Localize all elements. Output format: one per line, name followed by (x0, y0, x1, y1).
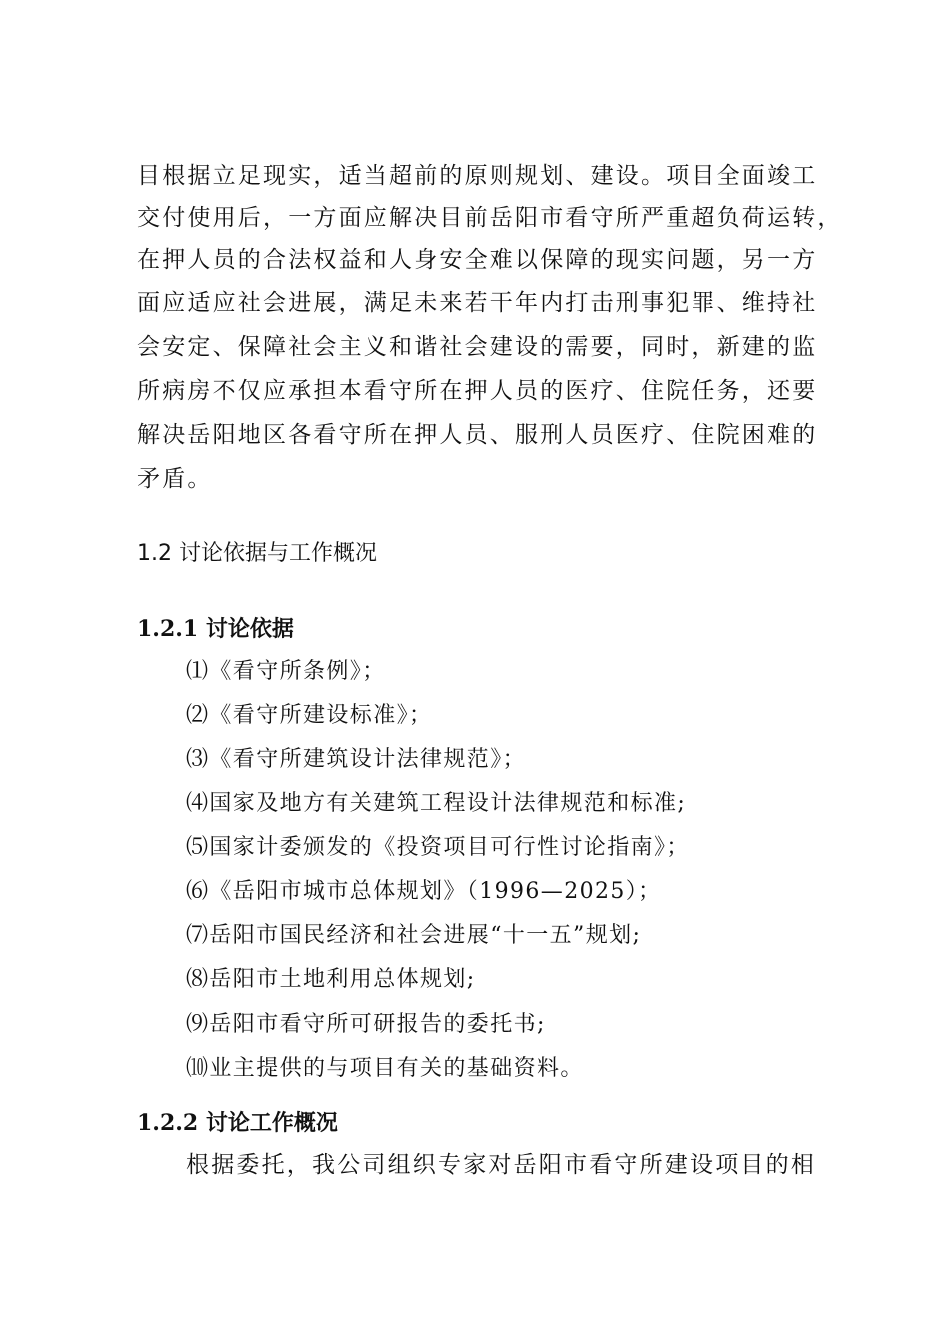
list-item: ⑽业主提供的与项目有关的基础资料。 (186, 1056, 584, 1081)
list-item: ⑶《看守所建筑设计法律规范》； (186, 747, 527, 772)
list-item: ⑵《看守所建设标准》； (186, 703, 433, 728)
paragraph-line: 面应适应社会进展，满足未来若干年内打击刑事犯罪、维持社 (137, 290, 818, 316)
paragraph-line: 所病房不仅应承担本看守所在押人员的医疗、住院任务，还要 (137, 378, 818, 404)
paragraph-line: 解决岳阳地区各看守所在押人员、服刑人员医疗、住院困难的 (137, 422, 818, 448)
paragraph-line: 根据委托，我公司组织专家对岳阳市看守所建设项目的相 (186, 1152, 816, 1178)
section-heading-1-2-1: 1.2.1 讨论依据 (137, 616, 294, 642)
section-heading-1-2-2: 1.2.2 讨论工作概况 (137, 1110, 338, 1136)
list-item: ⑼岳阳市看守所可研报告的委托书; (186, 1012, 546, 1037)
list-item: ⑹《岳阳市城市总体规划》（1996—2025）； (186, 879, 662, 904)
list-item: ⑸国家计委颁发的《投资项目可行性讨论指南》； (186, 835, 690, 860)
paragraph-line: 目根据立足现实，适当超前的原则规划、建设。项目全面竣工 (137, 163, 818, 189)
list-item: ⑴《看守所条例》； (186, 659, 386, 684)
list-item: ⑻岳阳市土地利用总体规划; (186, 967, 476, 992)
list-item: ⑺岳阳市国民经济和社会进展“十一五”规划; (186, 923, 642, 948)
paragraph-line: 会安定、保障社会主义和谐社会建设的需要，同时，新建的监 (137, 334, 818, 360)
paragraph-line: 在押人员的合法权益和人身安全难以保障的现实问题，另一方 (137, 247, 818, 273)
paragraph-line: 矛盾。 (137, 466, 213, 492)
section-heading-1-2: 1.2 讨论依据与工作概况 (137, 541, 377, 566)
list-item: ⑷国家及地方有关建筑工程设计法律规范和标准; (186, 791, 687, 816)
paragraph-line: 交付使用后，一方面应解决目前岳阳市看守所严重超负荷运转， (137, 205, 843, 231)
